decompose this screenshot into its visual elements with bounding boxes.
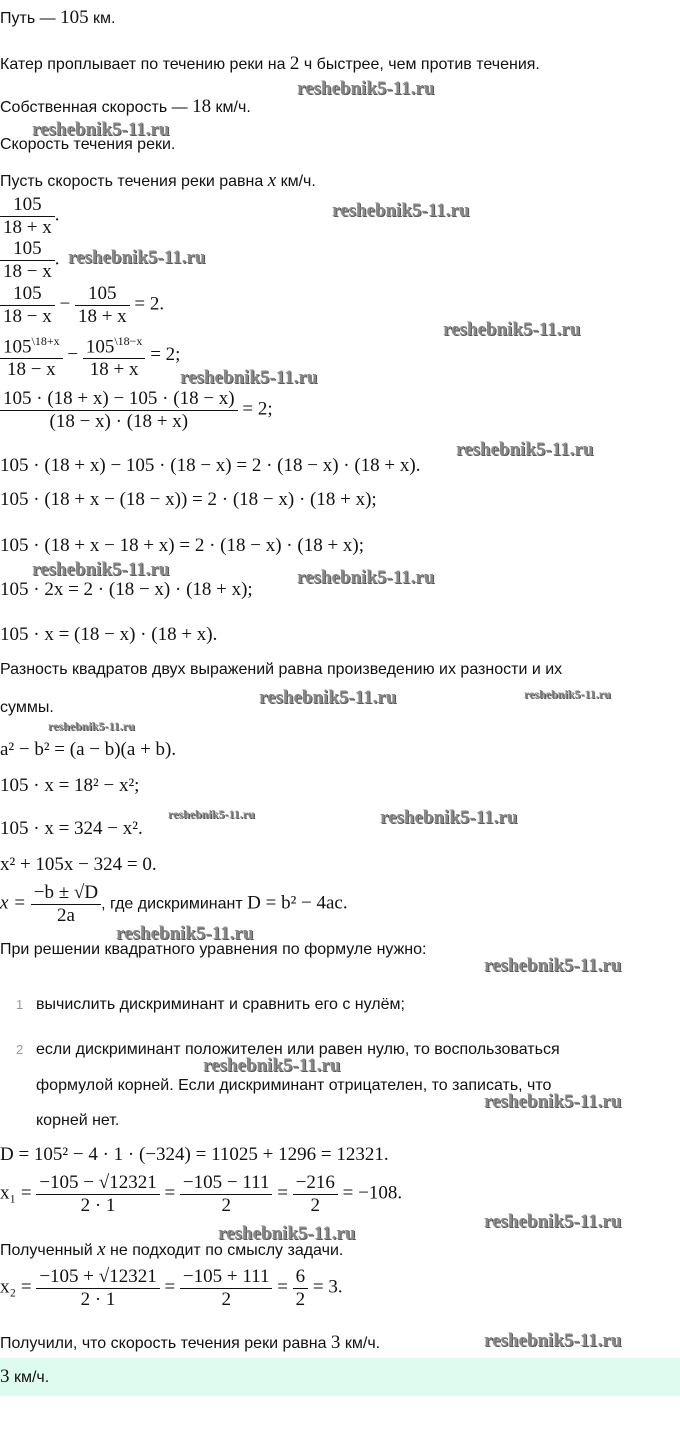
text: не подходит по смыслу задачи. <box>105 1242 344 1259</box>
text-line <box>0 171 316 192</box>
text-line <box>0 8 115 29</box>
denominator: 18 − x <box>3 261 52 282</box>
watermark: reshebnik5-11.ru <box>380 807 518 828</box>
fraction <box>36 1266 159 1311</box>
list-item: вычислить дискриминант и сравнить его с нулём; <box>36 996 405 1013</box>
text-line: Скорость течения реки. <box>0 136 176 153</box>
fraction <box>75 283 130 328</box>
fraction <box>180 1172 273 1217</box>
numerator: 105 <box>75 283 130 306</box>
conclusion <box>0 1333 380 1354</box>
list-item: формулой корней. Если дискриминант отрицателен, то записать, что <box>36 1077 552 1094</box>
watermark: reshebnik5-11.ru <box>524 687 611 701</box>
denominator: 18 + x <box>89 359 139 381</box>
watermark: reshebnik5-11.ru <box>48 719 135 733</box>
numerator: −216 <box>293 1172 338 1195</box>
watermark: reshebnik5-11.ru <box>259 687 397 708</box>
denominator: 2 · 1 <box>80 1289 116 1310</box>
numerator: −105 − 111 <box>180 1172 273 1195</box>
fraction <box>0 330 63 381</box>
denominator: 18 − x <box>6 359 56 381</box>
text-line <box>0 97 251 118</box>
list-item: корней нет. <box>36 1112 120 1129</box>
text: Собственная скорость — <box>0 99 193 116</box>
watermark: reshebnik5-11.ru <box>484 1091 622 1112</box>
math: . <box>54 204 60 226</box>
watermark: reshebnik5-11.ru <box>332 200 470 221</box>
fraction <box>0 194 55 239</box>
text: Пусть скорость течения реки равна <box>0 173 268 190</box>
numerator: −b ± √D <box>31 882 101 905</box>
watermark: reshebnik5-11.ru <box>32 559 170 580</box>
watermark: reshebnik5-11.ru <box>218 1223 356 1244</box>
superscript: \18+x <box>31 334 60 348</box>
math: x₂ = <box>0 1276 37 1298</box>
watermark: reshebnik5-11.ru <box>443 319 581 340</box>
watermark: reshebnik5-11.ru <box>484 955 622 976</box>
math: − <box>62 343 83 365</box>
watermark: reshebnik5-11.ru <box>32 119 170 140</box>
equation: 105 · x = 324 − x². <box>0 818 143 839</box>
equation: 105 · x = 18² − x²; <box>0 775 140 796</box>
math: 2 <box>289 53 300 74</box>
math: x = <box>0 892 31 914</box>
equation: 105 · (18 + x − (18 − x)) = 2 · (18 − x) · (18 + x); <box>0 489 377 510</box>
text-line <box>0 54 540 75</box>
fraction-line <box>0 238 59 283</box>
math: 105 <box>60 7 89 28</box>
math: x <box>267 170 277 191</box>
text: км. <box>88 10 116 27</box>
math: = 2; <box>145 343 181 365</box>
fraction <box>293 1266 309 1311</box>
numerator: 105 · (18 + x) − 105 · (18 − x) <box>0 388 238 411</box>
text: Путь — <box>0 10 61 27</box>
fraction <box>0 238 55 283</box>
list-number: 1 <box>16 997 24 1012</box>
fraction <box>0 283 55 328</box>
quadratic-formula <box>0 882 348 927</box>
fraction <box>36 1172 159 1217</box>
math: = 3. <box>308 1276 343 1298</box>
watermark: reshebnik5-11.ru <box>456 439 594 460</box>
numerator <box>83 330 146 359</box>
text: , где дискриминант <box>101 895 248 913</box>
math: 105 <box>85 336 115 358</box>
fraction <box>31 882 101 927</box>
fraction-line <box>0 283 164 328</box>
list-number: 2 <box>16 1042 24 1057</box>
denominator: (18 − x) · (18 + x) <box>49 411 189 432</box>
numerator: −105 + √12321 <box>36 1266 159 1289</box>
text: км/ч. <box>9 1369 50 1386</box>
math: 3 <box>330 1332 341 1353</box>
text: км/ч. <box>211 99 251 116</box>
equation: 105 · (18 + x − 18 + x) = 2 · (18 − x) · (18 + x); <box>0 535 365 556</box>
numerator: −105 − √12321 <box>36 1172 159 1195</box>
math: . <box>54 248 60 270</box>
text-line: Разность квадратов двух выражений равна произведению их разности и их <box>0 661 563 678</box>
denominator: 2 <box>295 1289 306 1310</box>
numerator: 105 <box>0 283 55 306</box>
denominator: 2 · 1 <box>80 1195 116 1216</box>
math: x₁ = <box>0 1182 37 1204</box>
watermark: reshebnik5-11.ru <box>484 1330 622 1351</box>
answer <box>0 1367 49 1388</box>
answer-box <box>0 1358 680 1396</box>
fraction-line <box>0 330 180 381</box>
numerator: 6 <box>293 1266 309 1289</box>
equation: 105 · 2x = 2 · (18 − x) · (18 + x); <box>0 579 253 600</box>
math: = 2; <box>237 398 273 420</box>
text: км/ч. <box>340 1335 381 1352</box>
fraction <box>180 1266 273 1311</box>
watermark: reshebnik5-11.ru <box>116 923 254 944</box>
denominator: 18 + x <box>3 217 52 238</box>
numerator: 105 <box>0 238 55 261</box>
denominator: 2 <box>221 1289 231 1310</box>
equation: 105 · x = (18 − x) · (18 + x). <box>0 624 218 645</box>
math: 105 <box>3 336 32 358</box>
text-line: При решении квадратного уравнения по формуле нужно: <box>0 941 427 958</box>
superscript: \18−x <box>114 334 143 348</box>
fraction-line <box>0 194 59 239</box>
root-x2: x₂ = $\frac{-105 + √12321}{2 \cdot 1}$ = $\frac{-105 + 111}{2}$ = $\frac{6}{2}$ = 3. <box>0 1266 343 1310</box>
denominator: 2a <box>56 905 75 926</box>
math: D = b² − 4ac. <box>247 892 348 914</box>
denominator: 18 + x <box>77 306 127 327</box>
equation: a² − b² = (a − b)(a + b). <box>0 739 177 760</box>
watermark: reshebnik5-11.ru <box>68 247 206 268</box>
numerator <box>0 330 63 359</box>
denominator: 2 <box>310 1195 321 1216</box>
numerator: 105 <box>0 194 55 217</box>
watermark: reshebnik5-11.ru <box>297 78 435 99</box>
math: x <box>97 1239 106 1260</box>
denominator: 18 − x <box>3 306 52 327</box>
text-line: суммы. <box>0 699 54 716</box>
equation: D = 105² − 4 · 1 · (−324) = 11025 + 1296 = 12321. <box>0 1144 389 1165</box>
math: 18 <box>192 96 212 117</box>
watermark: reshebnik5-11.ru <box>203 1055 341 1076</box>
watermark: reshebnik5-11.ru <box>484 1211 622 1232</box>
fraction <box>293 1172 338 1217</box>
watermark: reshebnik5-11.ru <box>180 367 318 388</box>
equation: x² + 105x − 324 = 0. <box>0 854 157 875</box>
text: Получили, что скорость течения реки равна <box>0 1335 331 1352</box>
fraction-line <box>0 388 273 433</box>
fraction <box>0 388 238 433</box>
math: − <box>54 293 75 315</box>
equation: 105 · (18 + x) − 105 · (18 − x) = 2 · (18 − x) · (18 + x). <box>0 455 421 476</box>
watermark: reshebnik5-11.ru <box>297 567 435 588</box>
watermark: reshebnik5-11.ru <box>168 807 255 821</box>
text: км/ч. <box>276 173 316 190</box>
fraction <box>83 330 146 381</box>
math: = −108. <box>337 1182 403 1204</box>
text: ч быстрее, чем против течения. <box>299 56 540 73</box>
numerator: −105 + 111 <box>180 1266 273 1289</box>
text: Катер проплывает по течению реки на <box>0 56 290 73</box>
denominator: 2 <box>221 1195 231 1216</box>
root-x1: x₁ = $\frac{-105 - √12321}{2 \cdot 1}$ = $\frac{-105 - 111}{2}$ = $\frac{-216}{2}$ = −108. <box>0 1172 403 1216</box>
list-item: если дискриминант положителен или равен нулю, то воспользоваться <box>36 1041 560 1058</box>
text: Полученный <box>0 1242 98 1259</box>
math: = 2. <box>129 293 165 315</box>
math: 3 <box>0 1366 10 1387</box>
